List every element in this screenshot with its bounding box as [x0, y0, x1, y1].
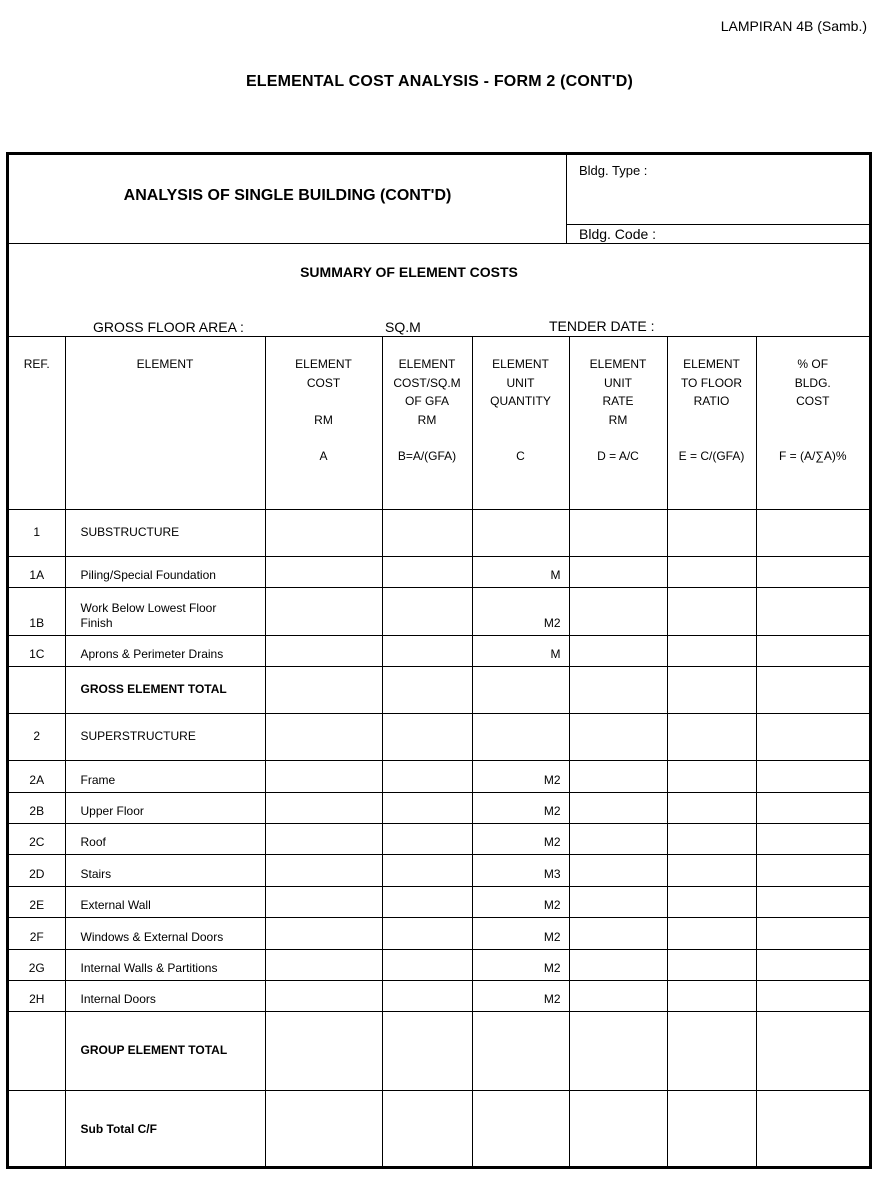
cell-element[interactable]: [65, 980, 265, 1011]
cell-ref-text: 2G: [28, 961, 45, 975]
cell-unit-rate[interactable]: [569, 823, 667, 854]
cell-element[interactable]: [65, 917, 265, 949]
cell-percent-cost[interactable]: [756, 635, 869, 666]
cell-unit-quantity-text: M2: [543, 835, 561, 849]
bldg-divider: [567, 224, 869, 225]
cell-element-cost[interactable]: [265, 980, 382, 1011]
column-formula: F = (A/∑A)%: [778, 449, 847, 463]
cell-ref[interactable]: [9, 509, 65, 556]
cell-cost-per-sqm[interactable]: [382, 1011, 472, 1090]
cell-cost-per-sqm[interactable]: [382, 556, 472, 587]
analysis-title: ANALYSIS OF SINGLE BUILDING (CONT'D): [123, 187, 452, 204]
form-title: ELEMENTAL COST ANALYSIS - FORM 2 (CONT'D): [245, 73, 634, 90]
cell-floor-ratio[interactable]: [667, 854, 756, 886]
cell-ref[interactable]: [9, 854, 65, 886]
cell-unit-quantity[interactable]: [472, 587, 569, 635]
cell-element-cost[interactable]: [265, 886, 382, 917]
cell-ref-text: 1B: [29, 616, 45, 630]
cell-ref-text: 1A: [29, 568, 45, 582]
cell-ref[interactable]: [9, 1090, 65, 1169]
cell-ref-text: 2B: [29, 804, 45, 818]
cell-floor-ratio[interactable]: [667, 635, 756, 666]
cell-percent-cost[interactable]: [756, 509, 869, 556]
cell-element-text: Upper Floor: [80, 804, 144, 818]
cell-unit-quantity-text: M2: [543, 616, 561, 630]
cell-percent-cost[interactable]: [756, 823, 869, 854]
cell-element-text: Stairs: [80, 867, 112, 881]
column-header-floor-ratio: [667, 337, 756, 509]
cell-unit-rate[interactable]: [569, 1011, 667, 1090]
cell-unit-quantity-text: M3: [543, 867, 561, 881]
sqm-unit: SQ.M: [385, 319, 421, 335]
gross-floor-area-field[interactable]: GROSS FLOOR AREA :: [93, 319, 244, 335]
table-row: [9, 949, 869, 980]
cell-element[interactable]: [65, 556, 265, 587]
cell-element[interactable]: [65, 886, 265, 917]
table-row: [9, 635, 869, 666]
cell-unit-quantity[interactable]: [472, 509, 569, 556]
tender-date-field[interactable]: TENDER DATE :: [549, 318, 655, 334]
cell-element-text: Work Below Lowest Floor Finish: [80, 600, 217, 630]
cell-percent-cost[interactable]: [756, 760, 869, 792]
table-row: [9, 917, 869, 949]
cell-element-cost[interactable]: [265, 823, 382, 854]
cell-unit-rate[interactable]: [569, 854, 667, 886]
cell-unit-quantity[interactable]: [472, 823, 569, 854]
cell-unit-quantity[interactable]: [472, 1090, 569, 1169]
cell-element-text: Roof: [80, 835, 106, 849]
column-label: ELEMENT: [136, 357, 194, 371]
cell-element-text: Aprons & Perimeter Drains: [80, 647, 224, 661]
column-label: ELEMENT UNIT QUANTITY: [490, 357, 551, 408]
cell-percent-cost[interactable]: [756, 980, 869, 1011]
cell-unit-quantity[interactable]: [472, 1011, 569, 1090]
cell-unit-rate[interactable]: [569, 556, 667, 587]
cell-element-cost[interactable]: [265, 713, 382, 760]
cell-element[interactable]: [65, 823, 265, 854]
cell-percent-cost[interactable]: [756, 1011, 869, 1090]
cell-unit-rate[interactable]: [569, 792, 667, 823]
element-cost-table: [9, 337, 869, 1169]
cell-ref[interactable]: [9, 635, 65, 666]
column-header-element: [65, 337, 265, 509]
cell-unit-quantity[interactable]: [472, 886, 569, 917]
cell-unit-rate[interactable]: [569, 980, 667, 1011]
cell-unit-quantity[interactable]: [472, 760, 569, 792]
column-formula: D = A/C: [597, 449, 639, 463]
cell-percent-cost[interactable]: [756, 713, 869, 760]
cell-ref[interactable]: [9, 760, 65, 792]
cell-ref[interactable]: [9, 1011, 65, 1090]
cell-unit-rate[interactable]: [569, 713, 667, 760]
cell-unit-rate[interactable]: [569, 917, 667, 949]
cell-ref-text: 2A: [29, 773, 45, 787]
cell-ref[interactable]: [9, 792, 65, 823]
column-header-ref: [9, 337, 65, 509]
cell-ref[interactable]: [9, 587, 65, 635]
cell-element[interactable]: [65, 713, 265, 760]
cell-element[interactable]: [65, 792, 265, 823]
cell-unit-quantity-text: M2: [543, 930, 561, 944]
cell-element[interactable]: [65, 666, 265, 713]
cell-percent-cost[interactable]: [756, 587, 869, 635]
cell-unit-rate[interactable]: [569, 1090, 667, 1169]
cell-cost-per-sqm[interactable]: [382, 760, 472, 792]
cell-element-text: External Wall: [80, 898, 151, 912]
cell-element-cost[interactable]: [265, 587, 382, 635]
column-formula: A: [319, 449, 328, 463]
column-header-cost-per-sqm: [382, 337, 472, 509]
cell-percent-cost[interactable]: [756, 949, 869, 980]
cell-unit-quantity[interactable]: [472, 792, 569, 823]
cell-element-text: SUBSTRUCTURE: [80, 524, 180, 539]
cell-unit-quantity[interactable]: [472, 980, 569, 1011]
form-header: [9, 155, 869, 244]
cell-floor-ratio[interactable]: [667, 587, 756, 635]
table-row: [9, 587, 869, 635]
table-row: [9, 792, 869, 823]
cell-ref-text: 2: [33, 728, 41, 743]
cell-element[interactable]: [65, 1011, 265, 1090]
cell-cost-per-sqm[interactable]: [382, 917, 472, 949]
cell-ref[interactable]: [9, 886, 65, 917]
form-frame: [6, 152, 872, 1169]
cell-element-cost[interactable]: [265, 1090, 382, 1169]
cell-ref-text: 2E: [29, 898, 45, 912]
cell-unit-quantity-text: M2: [543, 898, 561, 912]
cell-cost-per-sqm[interactable]: [382, 666, 472, 713]
cell-unit-quantity-text: M2: [543, 961, 561, 975]
cell-percent-cost[interactable]: [756, 792, 869, 823]
cell-element-text: Frame: [80, 773, 116, 787]
cell-unit-quantity[interactable]: [472, 949, 569, 980]
table-row: [9, 854, 869, 886]
cell-element-text: Internal Walls & Partitions: [80, 961, 218, 975]
column-label: ELEMENT UNIT RATE RM: [589, 357, 647, 427]
table-row: [9, 713, 869, 760]
cell-ref[interactable]: [9, 713, 65, 760]
cell-cost-per-sqm[interactable]: [382, 792, 472, 823]
cell-unit-quantity-text: M: [550, 647, 561, 661]
cell-cost-per-sqm[interactable]: [382, 980, 472, 1011]
cell-cost-per-sqm[interactable]: [382, 823, 472, 854]
cell-percent-cost[interactable]: [756, 556, 869, 587]
cell-percent-cost[interactable]: [756, 1090, 869, 1169]
table-row: [9, 760, 869, 792]
column-label: REF.: [23, 357, 50, 371]
cell-cost-per-sqm[interactable]: [382, 509, 472, 556]
cell-floor-ratio[interactable]: [667, 1090, 756, 1169]
column-label: % OF BLDG. COST: [794, 357, 831, 408]
table-row: [9, 1011, 869, 1090]
cell-cost-per-sqm[interactable]: [382, 886, 472, 917]
cell-floor-ratio[interactable]: [667, 556, 756, 587]
cell-element[interactable]: [65, 587, 265, 635]
column-label: ELEMENT COST/SQ.M OF GFA RM: [393, 357, 461, 427]
cell-element-cost[interactable]: [265, 556, 382, 587]
table-row: [9, 1090, 869, 1169]
cell-cost-per-sqm[interactable]: [382, 949, 472, 980]
cell-percent-cost[interactable]: [756, 666, 869, 713]
column-header-unit-quantity: [472, 337, 569, 509]
column-label: ELEMENT COST RM: [295, 357, 352, 427]
cell-element[interactable]: [65, 760, 265, 792]
cell-element-text: SUPERSTRUCTURE: [80, 728, 196, 743]
cell-unit-quantity[interactable]: [472, 635, 569, 666]
cell-element-text: Windows & External Doors: [80, 930, 224, 944]
table-row: [9, 980, 869, 1011]
cell-element-cost[interactable]: [265, 854, 382, 886]
cell-ref-text: 1: [33, 524, 41, 539]
cell-ref[interactable]: [9, 949, 65, 980]
cell-unit-quantity-text: M2: [543, 773, 561, 787]
cell-floor-ratio[interactable]: [667, 792, 756, 823]
cell-element-text: Piling/Special Foundation: [80, 568, 216, 582]
column-header-percent-cost: [756, 337, 869, 509]
column-header-unit-rate: [569, 337, 667, 509]
cell-element[interactable]: [65, 854, 265, 886]
cell-cost-per-sqm[interactable]: [382, 1090, 472, 1169]
cell-cost-per-sqm[interactable]: [382, 635, 472, 666]
bldg-code-field[interactable]: Bldg. Code :: [579, 226, 657, 242]
cell-element-cost[interactable]: [265, 1011, 382, 1090]
cell-unit-quantity-text: M: [550, 568, 561, 582]
cell-ref[interactable]: [9, 980, 65, 1011]
cell-element-text: Sub Total C/F: [80, 1122, 157, 1136]
table-row: [9, 823, 869, 854]
cell-ref-text: 2F: [29, 930, 44, 944]
cell-element[interactable]: [65, 949, 265, 980]
cell-unit-rate[interactable]: [569, 509, 667, 556]
column-formula: B=A/(GFA): [397, 449, 457, 463]
table-row: [9, 666, 869, 713]
cell-element[interactable]: [65, 509, 265, 556]
cell-ref-text: 2C: [29, 835, 45, 849]
cell-unit-quantity-text: M2: [543, 992, 561, 1006]
cell-ref[interactable]: [9, 666, 65, 713]
cell-ref[interactable]: [9, 556, 65, 587]
cell-floor-ratio[interactable]: [667, 886, 756, 917]
cell-element-cost[interactable]: [265, 666, 382, 713]
cell-unit-rate[interactable]: [569, 886, 667, 917]
cell-cost-per-sqm[interactable]: [382, 713, 472, 760]
table-header-row: [9, 337, 869, 509]
cell-element-cost[interactable]: [265, 509, 382, 556]
cell-unit-quantity[interactable]: [472, 713, 569, 760]
cell-floor-ratio[interactable]: [667, 760, 756, 792]
cell-unit-quantity[interactable]: [472, 666, 569, 713]
cell-element[interactable]: [65, 1090, 265, 1169]
cell-cost-per-sqm[interactable]: [382, 854, 472, 886]
column-formula: E = C/(GFA): [678, 449, 745, 463]
cell-floor-ratio[interactable]: [667, 666, 756, 713]
column-header-element-cost: [265, 337, 382, 509]
cell-unit-rate[interactable]: [569, 760, 667, 792]
cell-element-cost[interactable]: [265, 949, 382, 980]
cell-element-text: Internal Doors: [80, 992, 156, 1006]
cell-floor-ratio[interactable]: [667, 823, 756, 854]
cell-floor-ratio[interactable]: [667, 917, 756, 949]
cell-ref[interactable]: [9, 917, 65, 949]
cell-floor-ratio[interactable]: [667, 949, 756, 980]
cell-unit-rate[interactable]: [569, 666, 667, 713]
summary-title: SUMMARY OF ELEMENT COSTS: [300, 264, 518, 280]
cell-element-cost[interactable]: [265, 760, 382, 792]
cell-percent-cost[interactable]: [756, 886, 869, 917]
cell-element-text: GROUP ELEMENT TOTAL: [80, 1042, 228, 1057]
cell-unit-rate[interactable]: [569, 587, 667, 635]
cell-floor-ratio[interactable]: [667, 713, 756, 760]
cell-ref-text: 2D: [29, 867, 45, 881]
cell-unit-rate[interactable]: [569, 949, 667, 980]
cell-floor-ratio[interactable]: [667, 1011, 756, 1090]
cell-floor-ratio[interactable]: [667, 509, 756, 556]
cell-element-cost[interactable]: [265, 792, 382, 823]
cell-cost-per-sqm[interactable]: [382, 587, 472, 635]
cell-unit-rate[interactable]: [569, 635, 667, 666]
cell-floor-ratio[interactable]: [667, 980, 756, 1011]
cell-ref-text: 2H: [29, 992, 45, 1006]
cell-element-cost[interactable]: [265, 635, 382, 666]
lampiran-label: LAMPIRAN 4B (Samb.): [720, 18, 867, 34]
column-formula: C: [516, 449, 525, 463]
cell-percent-cost[interactable]: [756, 917, 869, 949]
cell-unit-quantity[interactable]: [472, 556, 569, 587]
table-row: [9, 886, 869, 917]
table-row: [9, 556, 869, 587]
header-left: [9, 155, 567, 243]
cell-ref-text: 1C: [29, 647, 45, 661]
cell-unit-quantity[interactable]: [472, 854, 569, 886]
cell-element[interactable]: [65, 635, 265, 666]
cell-ref[interactable]: [9, 823, 65, 854]
cell-element-text: GROSS ELEMENT TOTAL: [80, 681, 227, 696]
cell-unit-quantity[interactable]: [472, 917, 569, 949]
bldg-type-field[interactable]: Bldg. Type :: [579, 163, 648, 178]
table-row: [9, 509, 869, 556]
column-label: ELEMENT TO FLOOR RATIO: [680, 357, 743, 408]
cell-element-cost[interactable]: [265, 917, 382, 949]
cell-unit-quantity-text: M2: [543, 804, 561, 818]
cell-percent-cost[interactable]: [756, 854, 869, 886]
